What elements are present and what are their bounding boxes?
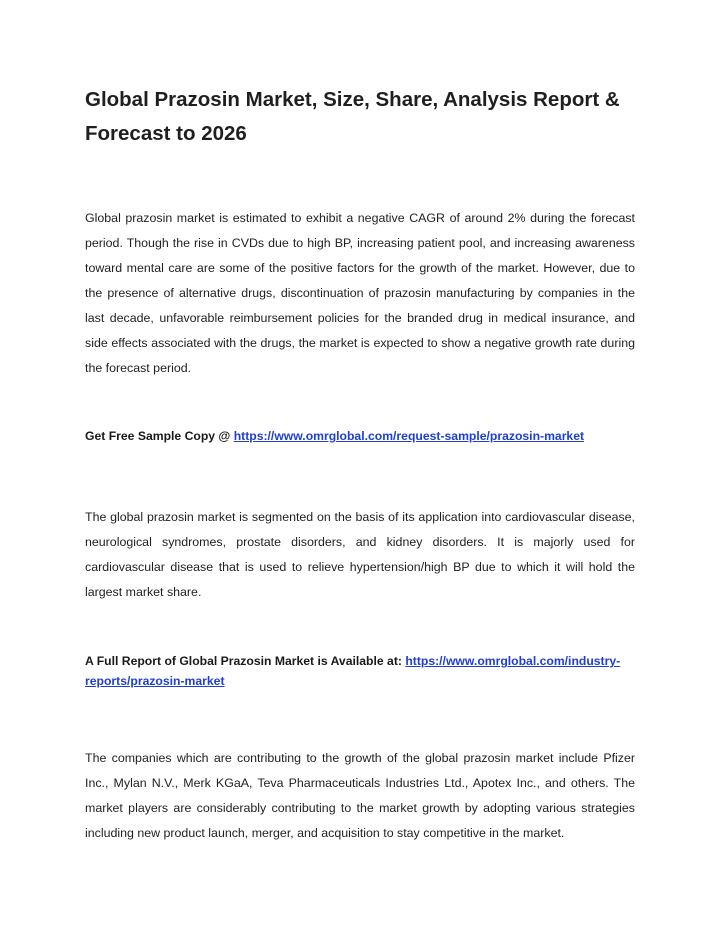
full-report-label: A Full Report of Global Prazosin Market is Available at: <box>85 654 406 668</box>
intro-paragraph: Global prazosin market is estimated to exhibit a negative CAGR of around 2% during the forecast period. Though the rise in CVDs due to high BP, increasing patient pool, and increasing awareness toward mental care are some of the positive factors for the growth of the market. However, due to the presence of alternative drugs, discontinuation of prazosin manufacturing by companies in the last decade, unfavorable reimbursement policies for the branded drug in medical insurance, and side effects associated with the drugs, the market is expected to show a negative growth rate during the forecast period. <box>85 211 635 375</box>
sample-copy-label: Get Free Sample Copy @ <box>85 429 234 443</box>
companies-paragraph: The companies which are contributing to the growth of the global prazosin market include Pfizer Inc., Mylan N.V., Merk KGaA, Teva Pharmaceuticals Industries Ltd., Apotex Inc., and others. The market players are considerably contributing to the market growth by adopting various strategies including new product launch, merger, and acquisition to stay competitive in the market. <box>85 751 635 840</box>
sample-copy-callout <box>85 426 640 446</box>
full-report-callout <box>85 651 640 691</box>
full-report-link[interactable]: https://www.omrglobal.com/industry-reports/prazosin-market <box>85 654 621 688</box>
segmentation-paragraph: The global prazosin market is segmented on the basis of its application into cardiovascular disease, neurological syndromes, prostate disorders, and kidney disorders. It is majorly used for cardiovascular disease that is used to relieve hypertension/high BP due to which it will hold the largest market share. <box>85 510 635 599</box>
sample-copy-link[interactable]: https://www.omrglobal.com/request-sample/prazosin-market <box>233 429 585 443</box>
page-title: Global Prazosin Market, Size, Share, Analysis Report & Forecast to 2026 <box>85 88 620 145</box>
